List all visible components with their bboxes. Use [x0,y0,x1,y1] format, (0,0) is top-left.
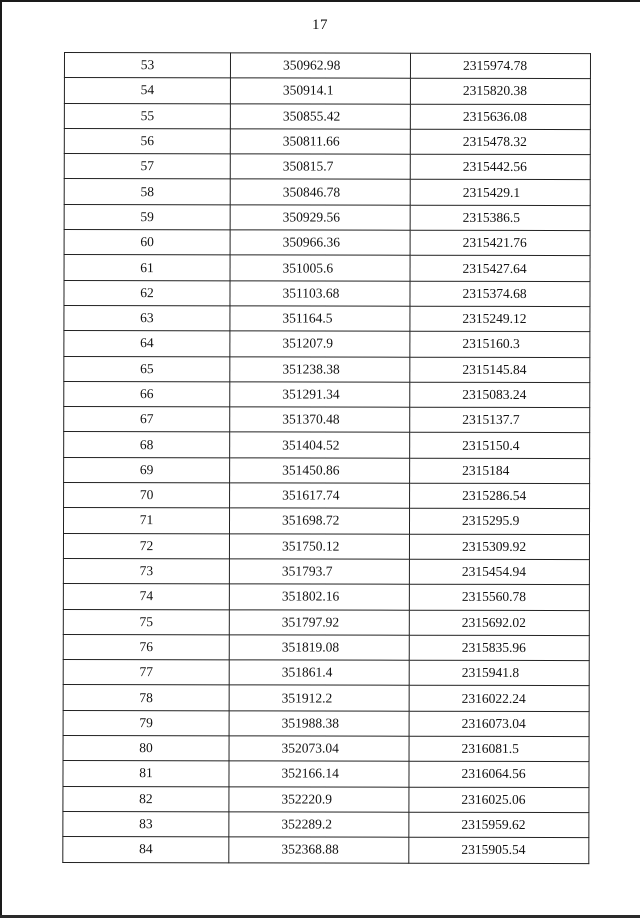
y-coordinate-cell: 2315692.02 [409,610,589,636]
point-number-cell: 78 [63,685,229,711]
table-row [63,786,589,812]
x-coordinate-cell: 350815.7 [230,154,410,180]
y-coordinate-cell: 2316022.24 [409,686,589,712]
y-coordinate-cell: 2315820.38 [410,79,590,105]
y-coordinate-cell: 2315286.54 [410,483,590,509]
point-number-cell: 57 [64,154,230,180]
table-row [64,154,590,180]
y-coordinate-cell: 2315478.32 [410,129,590,155]
table-row [63,584,589,610]
table-row [64,230,590,256]
y-coordinate-cell: 2315184 [410,458,590,484]
table-row [64,432,590,458]
x-coordinate-cell: 351238.38 [230,356,410,382]
point-number-cell: 80 [63,736,229,762]
x-coordinate-cell: 350855.42 [230,103,410,129]
x-coordinate-cell: 351103.68 [230,281,410,307]
point-number-cell: 56 [64,128,230,154]
table-row [63,761,589,787]
y-coordinate-cell: 2315160.3 [410,331,590,357]
y-coordinate-cell: 2316025.06 [409,787,589,813]
table-row [64,407,590,433]
x-coordinate-cell: 350811.66 [230,129,410,155]
table-row [64,53,590,79]
point-number-cell: 61 [64,255,230,281]
point-number-cell: 81 [63,761,229,787]
y-coordinate-cell: 2316064.56 [409,762,589,788]
table-row [64,381,590,407]
point-number-cell: 73 [63,558,229,584]
table-row [64,356,590,382]
y-coordinate-cell: 2315905.54 [409,837,589,863]
x-coordinate-cell: 351793.7 [229,559,409,585]
point-number-cell: 63 [64,305,230,331]
table-row [63,558,589,584]
point-number-cell: 74 [63,584,229,610]
point-number-cell: 66 [64,381,230,407]
x-coordinate-cell: 352289.2 [229,812,409,838]
x-coordinate-cell: 351450.86 [230,458,410,484]
y-coordinate-cell: 2315835.96 [409,635,589,661]
point-number-cell: 62 [64,280,230,306]
y-coordinate-cell: 2315959.62 [409,812,589,838]
table-row [63,634,589,660]
point-number-cell: 55 [64,103,230,129]
x-coordinate-cell: 352073.04 [229,736,409,762]
y-coordinate-cell: 2315974.78 [410,53,590,79]
table-row [64,179,590,205]
x-coordinate-cell: 351698.72 [229,508,409,534]
table-row [64,204,590,230]
point-number-cell: 70 [64,483,230,509]
y-coordinate-cell: 2315374.68 [410,281,590,307]
table-row [64,255,590,281]
y-coordinate-cell: 2315137.7 [410,407,590,433]
y-coordinate-cell: 2316073.04 [409,711,589,737]
y-coordinate-cell: 2315145.84 [410,357,590,383]
point-number-cell: 53 [64,53,230,79]
scan-edge-left [0,0,2,918]
point-number-cell: 54 [64,78,230,104]
point-number-cell: 76 [63,634,229,660]
table-row [63,685,589,711]
coordinate-table-body [63,53,591,864]
x-coordinate-cell: 351861.4 [229,660,409,686]
table-row [63,710,589,736]
x-coordinate-cell: 351404.52 [230,432,410,458]
point-number-cell: 58 [64,179,230,205]
point-number-cell: 82 [63,786,229,812]
table-row [63,660,589,686]
y-coordinate-cell: 2315636.08 [410,104,590,130]
table-row [64,305,590,331]
table-row [63,736,589,762]
table-row [64,331,590,357]
point-number-cell: 75 [63,609,229,635]
y-coordinate-cell: 2315249.12 [410,306,590,332]
y-coordinate-cell: 2315295.9 [409,509,589,535]
x-coordinate-cell: 351912.2 [229,685,409,711]
x-coordinate-cell: 351819.08 [229,635,409,661]
x-coordinate-cell: 352166.14 [229,761,409,787]
y-coordinate-cell: 2315941.8 [409,660,589,686]
x-coordinate-cell: 351207.9 [230,331,410,357]
point-number-cell: 64 [64,331,230,357]
x-coordinate-cell: 352368.88 [229,837,409,863]
point-number-cell: 60 [64,230,230,256]
y-coordinate-cell: 2315427.64 [410,256,590,282]
table-row [64,483,590,509]
point-number-cell: 59 [64,204,230,230]
point-number-cell: 83 [63,811,229,837]
x-coordinate-cell: 350846.78 [230,179,410,205]
x-coordinate-cell: 351617.74 [230,483,410,509]
point-number-cell: 68 [64,432,230,458]
x-coordinate-cell: 351802.16 [229,584,409,610]
x-coordinate-cell: 351750.12 [229,533,409,559]
point-number-cell: 67 [64,407,230,433]
y-coordinate-cell: 2315421.76 [410,230,590,256]
x-coordinate-cell: 352220.9 [229,786,409,812]
point-number-cell: 84 [63,837,229,863]
x-coordinate-cell: 351988.38 [229,711,409,737]
scan-edge-top [0,0,640,2]
table-row [63,811,589,837]
page-number: 17 [312,17,328,33]
y-coordinate-cell: 2315386.5 [410,205,590,231]
coordinate-table [62,52,591,864]
y-coordinate-cell: 2315309.92 [409,534,589,560]
x-coordinate-cell: 351164.5 [230,306,410,332]
y-coordinate-cell: 2316081.5 [409,736,589,762]
table-row [64,457,590,483]
x-coordinate-cell: 351291.34 [230,382,410,408]
x-coordinate-cell: 351370.48 [230,407,410,433]
y-coordinate-cell: 2315560.78 [409,584,589,610]
point-number-cell: 69 [64,457,230,483]
y-coordinate-cell: 2315083.24 [410,382,590,408]
y-coordinate-cell: 2315442.56 [410,154,590,180]
y-coordinate-cell: 2315150.4 [410,433,590,459]
point-number-cell: 72 [63,533,229,559]
x-coordinate-cell: 350914.1 [230,78,410,104]
x-coordinate-cell: 350962.98 [230,53,410,79]
x-coordinate-cell: 350966.36 [230,230,410,256]
y-coordinate-cell: 2315454.94 [409,559,589,585]
x-coordinate-cell: 350929.56 [230,205,410,231]
y-coordinate-cell: 2315429.1 [410,180,590,206]
point-number-cell: 65 [64,356,230,382]
table-row [63,533,589,559]
table-row [63,837,589,863]
table-row [64,280,590,306]
table-row [63,508,589,534]
point-number-cell: 79 [63,710,229,736]
point-number-cell: 77 [63,660,229,686]
table-row [64,103,590,129]
table-row [64,78,590,104]
table-row [64,128,590,154]
x-coordinate-cell: 351005.6 [230,255,410,281]
point-number-cell: 71 [63,508,229,534]
table-row [63,609,589,635]
x-coordinate-cell: 351797.92 [229,609,409,635]
